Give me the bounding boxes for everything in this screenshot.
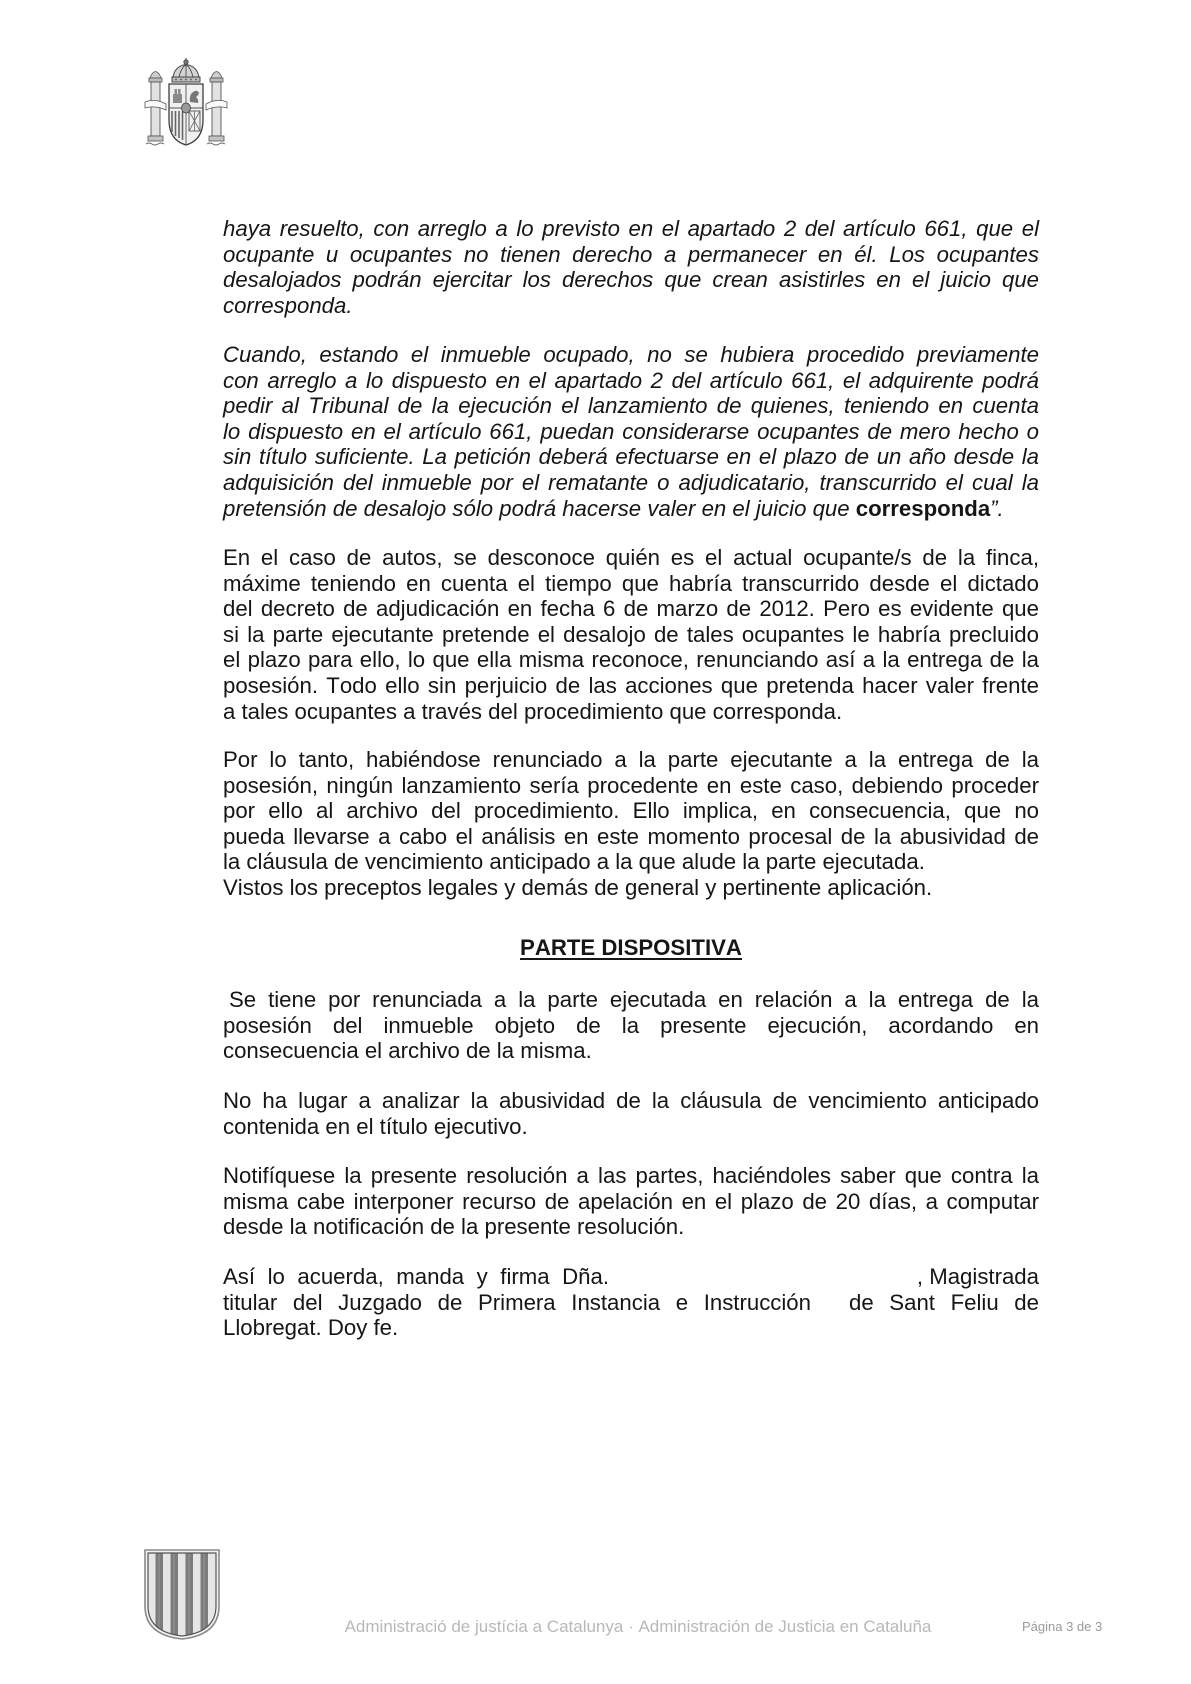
page-number: Página 3 de 3 <box>1022 1619 1103 1634</box>
catalonia-justice-emblem-icon <box>143 1548 221 1640</box>
text-line: Se tiene por renunciada a la parte ejecutada en relación a la entrega de la <box>229 987 1039 1012</box>
text-line: ocupante u ocupantes no tienen derecho a permanecer en él. Los ocupantes <box>223 241 1039 267</box>
dispositive-paragraph <box>223 1163 1039 1240</box>
closing-statement: Vistos los preceptos legales y demás de general y pertinente aplicación. <box>223 874 933 900</box>
signature-line <box>223 1264 1039 1290</box>
text-line: adquisición del inmueble por el rematante o adjudicatario, transcurrido el cual la <box>223 469 1039 495</box>
text-line: haya resuelto, con arreglo a lo previsto en el apartado 2 del artículo 661, que el <box>223 216 1039 241</box>
text-line: pueda llevarse a cabo el análisis en este momento procesal de la abusividad de <box>223 823 1039 849</box>
dispositive-paragraph <box>223 987 1039 1064</box>
text-line: pedir al Tribunal de la ejecución el lanzamiento de quienes, teniendo en cuenta <box>223 393 1039 419</box>
signature-closing: Llobregat. Doy fe. <box>223 1315 399 1341</box>
dispositive-paragraph <box>223 1088 1039 1139</box>
text-line: Notifíquese la presente resolución a las partes, haciéndoles saber que contra la <box>223 1163 1039 1188</box>
text-line: misma cabe interponer recurso de apelación en el plazo de 20 días, a computar <box>223 1188 1039 1214</box>
quoted-paragraph <box>223 216 1039 318</box>
text-line: posesión del inmueble objeto de la presente ejecución, acordando en <box>223 1012 1039 1038</box>
text-line: del decreto de adjudicación en fecha 6 de marzo de 2012. Pero es evidente que <box>223 596 1039 622</box>
footer-administration: Administració de justícia a Catalunya · Administración de Justicia en Cataluña <box>344 1617 932 1636</box>
text-line: consecuencia el archivo de la misma. <box>223 1038 592 1064</box>
emphasized-word: corresponda <box>855 495 991 521</box>
text-line: la cláusula de vencimiento anticipado a la que alude la parte ejecutada. <box>223 849 925 875</box>
text-line: a tales ocupantes a través del procedimiento que corresponda. <box>223 698 843 724</box>
signature-paragraph <box>223 1264 1039 1341</box>
signature-line <box>223 1290 1039 1316</box>
text-line <box>223 496 1039 522</box>
text-line: con arreglo a lo dispuesto en el apartado 2 del artículo 661, el adquirente podrá <box>223 367 1039 393</box>
spanish-coat-of-arms-icon <box>143 58 229 150</box>
text-line: No ha lugar a analizar la abusividad de la cláusula de vencimiento anticipado <box>223 1088 1039 1113</box>
closing-text: pretensión de desalojo sólo podrá hacerse valer en el juicio que <box>223 495 850 521</box>
text-line: contenida en el título ejecutivo. <box>223 1113 528 1139</box>
text-line: posesión. Todo ello sin perjuicio de las acciones que pretenda hacer valer frente <box>223 672 1039 698</box>
signature-text: Así lo acuerda, manda y firma Dña. <box>223 1264 609 1289</box>
text-line: posesión, ningún lanzamiento sería procedente en este caso, debiendo proceder <box>223 772 1039 798</box>
text-line: lo dispuesto en el artículo 661, puedan considerarse ocupantes de mero hecho o <box>223 418 1039 444</box>
text-line: Por lo tanto, habiéndose renunciado a la parte ejecutante a la entrega de la <box>223 747 1039 772</box>
text-line: por ello al archivo del procedimiento. Ello implica, en consecuencia, que no <box>223 798 1039 824</box>
text-line: sin título suficiente. La petición deberá efectuarse en el plazo de un año desde la <box>223 444 1039 470</box>
closing-quote: ”. <box>990 495 1004 521</box>
court-name: titular del Juzgado de Primera Instancia e Instrucción <box>223 1289 811 1315</box>
text-line: si la parte ejecutante pretende el desalojo de tales ocupantes le habría precluido <box>223 621 1039 647</box>
text-line: desde la notificación de la presente resolución. <box>223 1214 685 1240</box>
text-line: el plazo para ello, lo que ella misma reconoce, renunciando así a la entrega de la <box>223 647 1039 673</box>
reasoning-paragraph <box>223 545 1039 724</box>
section-heading-text: PARTE DISPOSITIVA <box>520 935 742 960</box>
signature-role: , Magistrada <box>916 1264 1039 1289</box>
quoted-paragraph <box>223 342 1039 521</box>
text-line: En el caso de autos, se desconoce quién es el actual ocupante/s de la finca, <box>223 545 1039 570</box>
text-line: Cuando, estando el inmueble ocupado, no se hubiera procedido previamente <box>223 342 1039 367</box>
reasoning-paragraph <box>223 747 1039 901</box>
text-line: desalojados podrán ejercitar los derechos que crean asistirles en el juicio que <box>223 267 1039 293</box>
text-line: corresponda. <box>223 292 353 318</box>
text-line: máxime teniendo en cuenta el tiempo que habría transcurrido desde el dictado <box>223 570 1039 596</box>
court-location: de Sant Feliu de <box>849 1289 1039 1315</box>
section-heading <box>223 935 1039 961</box>
